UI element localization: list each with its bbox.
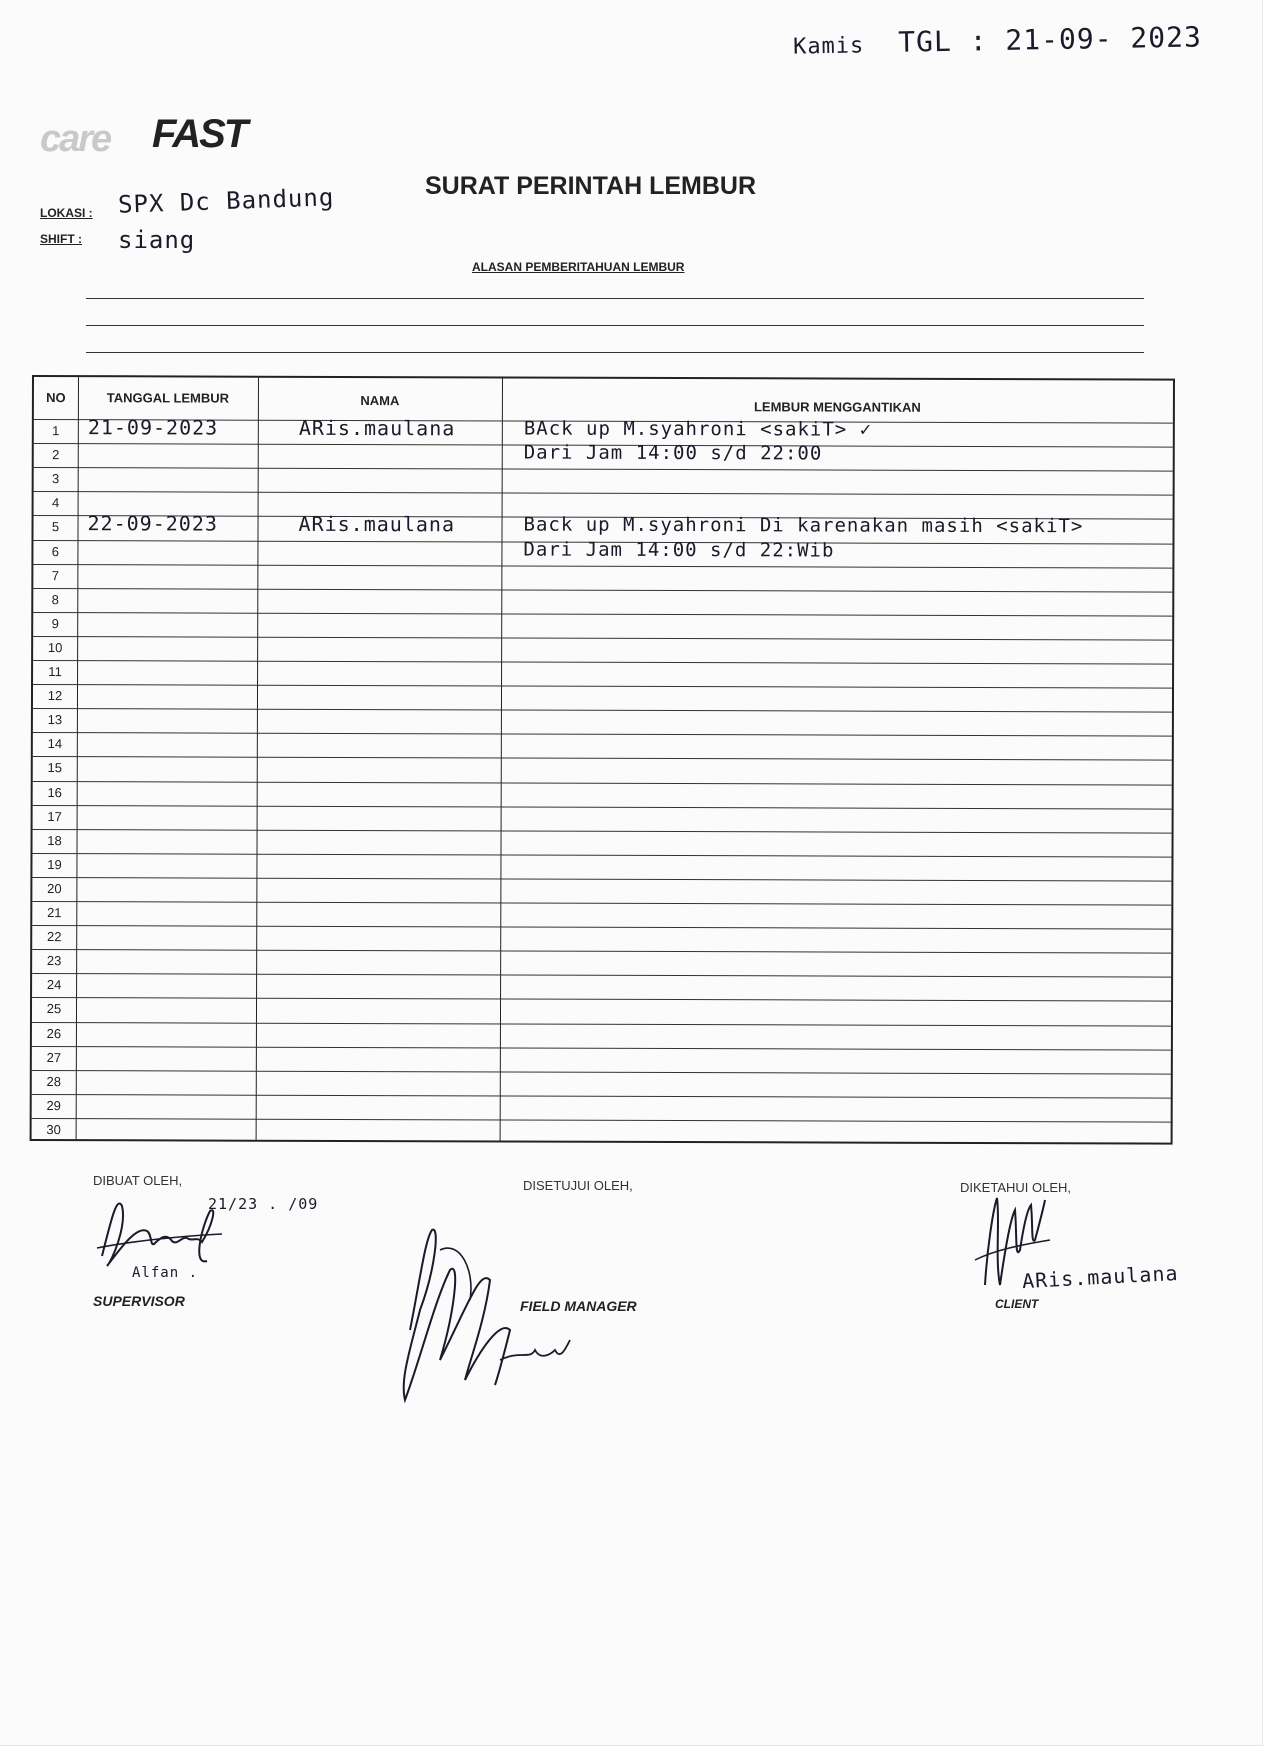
row-no: 9: [51, 615, 59, 631]
diketahui-label: DIKETAHUI OLEH,: [960, 1180, 1072, 1195]
header-day: Kamis: [792, 33, 865, 60]
row-no: 17: [47, 808, 62, 824]
row-no: 14: [47, 736, 63, 752]
table-row: [34, 467, 1173, 495]
dibuat-label: DIBUAT OLEH,: [93, 1173, 183, 1188]
row-no: 8: [51, 591, 59, 607]
row-no: 3: [52, 471, 60, 487]
row-no: 6: [51, 543, 60, 559]
row-no: 28: [46, 1073, 62, 1089]
alasan-line: [86, 325, 1144, 326]
row-no: 18: [47, 832, 62, 848]
supervisor-role: SUPERVISOR: [93, 1293, 185, 1309]
row-no: 1: [52, 423, 60, 439]
row-no: 2: [52, 447, 60, 463]
row-keterangan: BAck up M.syahroni <sakiT> ✓: [523, 417, 873, 441]
table-row: [34, 443, 1173, 471]
table-row: [33, 636, 1172, 664]
table-row: [32, 853, 1171, 881]
alasan-label: ALASAN PEMBERITAHUAN LEMBUR: [472, 260, 685, 274]
table-row: [33, 756, 1172, 784]
row-no: 30: [46, 1121, 61, 1137]
table-row: [33, 564, 1172, 592]
table-row: [32, 1070, 1171, 1098]
supervisor-date-note: 21/23 . /09: [208, 1195, 319, 1213]
field-manager-role: FIELD MANAGER: [520, 1298, 637, 1314]
header-no: NO: [46, 390, 66, 406]
row-no: 11: [48, 664, 62, 680]
table-row: [32, 949, 1171, 977]
logo-fast: FAST: [152, 112, 247, 156]
row-keterangan: Dari Jam 14:00 s/d 22:00: [523, 441, 823, 465]
table-row: [32, 1118, 1171, 1146]
table-row: [33, 708, 1172, 736]
lokasi-label: LOKASI :: [40, 206, 93, 220]
table-row: [33, 684, 1172, 712]
table-row: [32, 1094, 1171, 1122]
table-row: [33, 805, 1172, 833]
row-nama: ARis.maulana: [298, 415, 456, 441]
lokasi-value: SPX Dc Bandung: [117, 183, 335, 219]
table-row: [33, 781, 1172, 809]
header-nama: NAMA: [360, 393, 400, 409]
table-row: [33, 588, 1172, 616]
row-no: 10: [47, 639, 63, 655]
table-row: [33, 540, 1172, 568]
row-no: 22: [46, 929, 62, 945]
row-no: 4: [51, 495, 60, 511]
logo-care: care: [40, 118, 111, 160]
table-row: [32, 997, 1171, 1025]
row-no: 13: [47, 712, 63, 728]
row-tanggal: 21-09-2023: [87, 415, 219, 440]
row-no: 27: [46, 1049, 62, 1065]
header-tanggal: TANGGAL LEMBUR: [106, 390, 230, 406]
client-role: CLIENT: [995, 1297, 1039, 1311]
table-row: [33, 660, 1172, 688]
overtime-table: [30, 375, 1175, 1145]
row-no: 21: [47, 905, 62, 921]
table-row: [32, 877, 1171, 905]
document-title: SURAT PERINTAH LEMBUR: [425, 172, 757, 200]
row-no: 19: [47, 856, 62, 872]
row-no: 26: [46, 1025, 62, 1041]
supervisor-name: Alfan .: [132, 1265, 199, 1281]
table-row: [32, 901, 1171, 929]
row-no: 23: [46, 953, 62, 969]
row-no: 24: [46, 977, 62, 993]
header-lembur: LEMBUR MENGGANTIKAN: [753, 399, 921, 415]
table-row: [33, 732, 1172, 760]
row-no: 12: [47, 688, 63, 704]
row-no: 7: [51, 567, 60, 583]
row-keterangan: Dari Jam 14:00 s/d 22:Wib: [523, 538, 835, 562]
header-date-value: TGL : 21-09- 2023: [897, 20, 1203, 59]
header-date: [793, 20, 1202, 60]
row-no: 16: [47, 784, 62, 800]
disetujui-label: DISETUJUI OLEH,: [523, 1178, 633, 1193]
table-row: [32, 829, 1171, 857]
table-row: [32, 1046, 1171, 1074]
shift-value: siang: [118, 226, 196, 254]
table-row: [32, 1022, 1171, 1050]
row-no: 25: [46, 1001, 62, 1017]
alasan-line: [86, 352, 1144, 353]
table-row: [32, 925, 1171, 953]
table-row: [32, 973, 1171, 1001]
row-tanggal: 22-09-2023: [87, 511, 218, 536]
shift-label: SHIFT :: [40, 232, 82, 246]
row-no: 29: [46, 1097, 61, 1113]
table-row: [33, 612, 1172, 640]
row-nama: ARis.maulana: [298, 512, 456, 537]
row-keterangan: Back up M.syahroni Di karenakan masih <sakiT>: [523, 513, 1084, 538]
alasan-line: [86, 298, 1144, 299]
row-no: 20: [47, 880, 62, 896]
client-name: ARis.maulana: [1021, 1260, 1180, 1294]
row-no: 15: [47, 760, 63, 776]
row-no: 5: [51, 519, 60, 535]
